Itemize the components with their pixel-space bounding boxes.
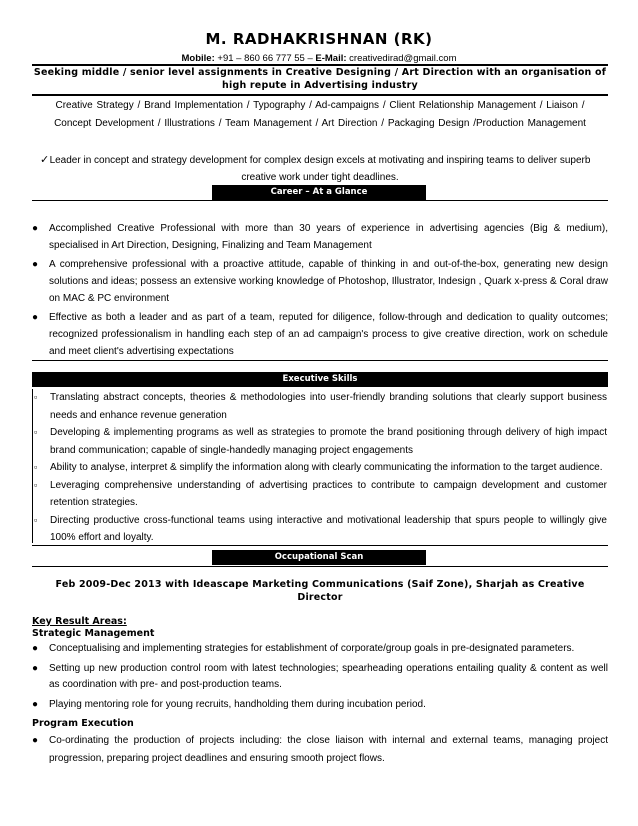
kra-label: Key Result Areas: xyxy=(32,616,127,627)
list-item xyxy=(32,256,608,307)
mobile-label: Mobile: xyxy=(181,53,215,64)
skills-list xyxy=(36,97,604,133)
square-bullet-icon: ▫ xyxy=(34,392,38,402)
skill-item: / Typography / xyxy=(246,100,312,111)
career-item: A comprehensive professional with a proactive attitude, capable of thinking in and out-of-the-box, generating new design solutions and ideas; possess an extensive working knowledge of Photoshop, Illustrator, Indesign , Quark x-press & Coral draw on MAC & PC environment xyxy=(49,259,608,304)
career-heading: Career – At a Glance xyxy=(212,185,426,200)
bullet-icon: ● xyxy=(32,643,39,654)
career-list xyxy=(32,220,608,360)
divider xyxy=(32,200,608,201)
square-bullet-icon: ▫ xyxy=(34,462,38,472)
skill-item: Liaison / xyxy=(546,100,585,111)
list-item xyxy=(32,697,608,714)
divider xyxy=(32,360,608,361)
strategic-heading: Strategic Management xyxy=(32,628,155,639)
email-label: E-Mail: xyxy=(315,53,347,64)
list-item xyxy=(33,477,609,512)
list-item xyxy=(32,220,608,254)
executive-list xyxy=(32,389,609,543)
list-item xyxy=(33,389,609,424)
strategic-list xyxy=(32,641,608,713)
skill-item: Ad-campaigns / Client Relationship Management / xyxy=(315,100,543,111)
bullet-icon: ● xyxy=(32,662,39,674)
job-title: Feb 2009-Dec 2013 with Ideascape Marketing Communications (Saif Zone), Sharjah as Creative Director xyxy=(55,579,585,603)
mobile-number: +91 – 860 66 777 55 – xyxy=(217,53,313,64)
list-item xyxy=(32,309,608,360)
skill-item: Creative Strategy / xyxy=(55,100,141,111)
candidate-name: M. RADHAKRISHNAN (RK) xyxy=(205,30,433,48)
highlight-text: Leader in concept and strategy development for complex design excels at motivating and inspiring teams to deliver superb creative work under tight deadlines. xyxy=(49,155,591,183)
objective-statement: Seeking middle / senior level assignments in Creative Designing / Art Direction with an organisation of high repute in Advertising industry xyxy=(32,64,608,96)
divider xyxy=(32,545,608,546)
executive-heading: Executive Skills xyxy=(32,372,608,387)
bullet-icon: ● xyxy=(32,259,39,270)
program-item: Co-ordinating the production of projects including: the close liaison with internal and external teams, managing project progression, preparing project deadlines and ensuring smooth project flows. xyxy=(49,735,608,764)
strategic-item: Playing mentoring role for young recruits, handholding them during incubation period. xyxy=(49,698,426,710)
divider xyxy=(32,566,608,567)
list-item xyxy=(33,512,609,547)
checkmark-icon: ✓ xyxy=(40,154,50,166)
bullet-icon: ● xyxy=(32,312,39,323)
skill-item: Concept Development xyxy=(54,118,155,129)
list-item xyxy=(32,661,608,694)
skill-item: / Illustrations / Team Management / Art Direction / Packaging Design /Production Management xyxy=(157,118,586,129)
strategic-item: Conceptualising and implementing strategies for establishment of corporate/group goals in pre-designated parameters. xyxy=(49,643,575,654)
executive-item: Translating abstract concepts, theories & methodologies into user-friendly branding solutions that clearly support business needs and enhance revenue generation xyxy=(50,392,607,421)
list-item xyxy=(33,424,609,459)
strategic-item: Setting up new production control room with latest technologies; spearheading operations entailing quality & content as well as coordination with pre- and post-production teams. xyxy=(49,662,608,690)
executive-item: Leveraging comprehensive understanding of advertising practices to contribute to campaign development and customer retention strategies. xyxy=(50,479,607,508)
list-item xyxy=(32,641,608,658)
executive-item: Ability to analyse, interpret & simplify the information along with clearly communicating the information to the target audience. xyxy=(50,462,603,473)
executive-item: Developing & implementing programs as well as strategies to promote the brand positioning through delivery of high impact brand communication; capable of single-handedly managing project engagements xyxy=(50,427,607,456)
square-bullet-icon: ▫ xyxy=(34,479,38,490)
highlight-statement xyxy=(40,152,600,186)
occupational-heading: Occupational Scan xyxy=(212,550,426,565)
skill-item: Brand Implementation xyxy=(144,100,243,111)
bullet-icon: ● xyxy=(32,698,39,710)
contact-line xyxy=(0,53,638,64)
square-bullet-icon: ▫ xyxy=(34,427,38,437)
list-item xyxy=(32,732,608,768)
list-item xyxy=(33,459,609,477)
executive-item: Directing productive cross-functional teams using interactive and motivational leadership that spurs people to willingly give 100% effort and loyalty. xyxy=(50,514,607,543)
email-address[interactable]: creativedirad@gmail.com xyxy=(349,53,457,64)
career-item: Accomplished Creative Professional with more than 30 years of experience in advertising agencies (Big & medium), specialised in Art Direction, Designing, Finalizing and Team Management xyxy=(49,223,608,251)
bullet-icon: ● xyxy=(32,223,39,234)
bullet-icon: ● xyxy=(32,735,39,746)
square-bullet-icon: ▫ xyxy=(34,514,38,525)
career-item: Effective as both a leader and as part of a team, reputed for diligence, follow-through and dedication to quality outcomes; recognized professionalism in handling each step of an ad campaign's process to give creative direction, work on schedule and meet client's advertising expectations xyxy=(49,312,608,357)
program-list xyxy=(32,732,608,768)
program-heading: Program Execution xyxy=(32,718,134,729)
